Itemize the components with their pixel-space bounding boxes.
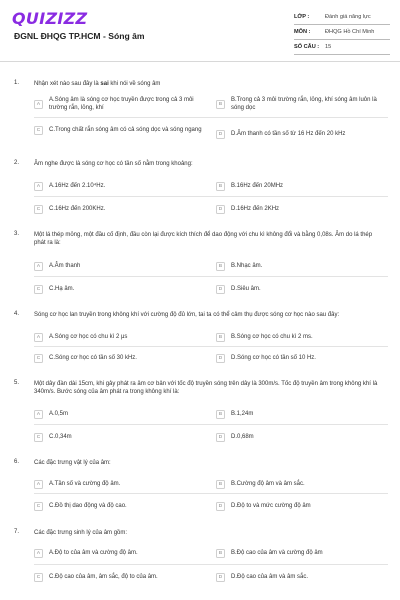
option-5a[interactable] [34,410,206,419]
option-text: D.Độ cao của âm và âm sắc. [231,573,309,580]
option-text: A.Tần số và cường độ âm. [49,480,121,487]
option-letter: B [216,333,225,342]
quizizz-logo: QUIZIZZ [12,9,88,28]
option-letter: D [216,285,225,294]
option-text: C.Đồ thị dao động và độ cao. [49,502,127,509]
option-text: B.16Hz đến 20MHz [231,182,284,189]
option-text: A.Độ to của âm và cường độ âm. [49,549,138,556]
question-number: 7. [14,529,20,535]
meta-value: ĐHQG Hồ Chí Minh [325,29,375,35]
option-letter: C [34,433,43,442]
option-letter: A [34,410,43,419]
option-text: D.16Hz đến 2KHz [231,205,280,212]
option-4d[interactable] [216,354,384,363]
option-letter: A [34,480,43,489]
option-1a[interactable] [34,97,206,112]
option-divider [34,117,388,118]
option-text: B.Nhạc âm. [231,262,263,269]
option-letter: D [216,354,225,363]
option-1c[interactable] [34,126,206,135]
option-7b[interactable] [216,549,384,558]
option-3a[interactable] [34,262,206,271]
option-text: D.Siêu âm. [231,285,261,292]
option-text: C.16Hz đến 200KHz. [49,205,106,212]
question-number: 2. [14,160,20,166]
meta-row-subject [294,25,390,40]
question-number: 4. [14,311,20,317]
option-letter: A [34,100,43,109]
option-letter: C [34,126,43,135]
meta-value: Đánh giá năng lực [325,14,371,20]
option-6c[interactable] [34,502,206,511]
page-title: ĐGNL ĐHQG TP.HCM - Sóng âm [14,31,145,41]
option-5c[interactable] [34,433,206,442]
meta-row-class [294,10,390,25]
option-text: C.Hạ âm. [49,285,75,292]
option-4c[interactable] [34,354,206,363]
option-3b[interactable] [216,262,384,271]
option-letter: D [216,205,225,214]
header-divider [0,61,400,62]
option-text: C.0,34m [49,433,72,440]
meta-row-count [294,40,390,55]
option-text: A.Âm thanh [49,262,81,269]
option-letter: B [216,480,225,489]
meta-value: 15 [325,44,332,50]
question-number: 1. [14,80,20,86]
option-4b[interactable] [216,333,384,342]
option-letter: D [216,573,225,582]
question-number: 5. [14,380,20,386]
option-divider [34,564,388,565]
option-divider [34,493,388,494]
option-text: D.Sóng cơ học có tần số 10 Hz. [231,354,316,361]
option-3c[interactable] [34,285,206,294]
option-letter: B [216,100,225,109]
option-letter: B [216,549,225,558]
option-4a[interactable] [34,333,206,342]
option-divider [34,276,388,277]
option-7a[interactable] [34,549,206,558]
option-text: B.1,24m [231,410,254,417]
option-letter: A [34,549,43,558]
question-text: Các đặc trưng vật lý của âm: [34,460,111,466]
option-text: C.Trong chất rắn sóng âm có cả sóng dọc và sóng ngang [49,126,202,133]
option-text: A.0,5m [49,410,69,417]
option-letter: D [216,502,225,511]
option-6d[interactable] [216,502,384,511]
option-5d[interactable] [216,433,384,442]
option-2a[interactable] [34,182,206,191]
option-2d[interactable] [216,205,384,214]
question-text: Nhận xét nào sau đây là sai khi nói về sóng âm [34,81,161,87]
option-letter: A [34,333,43,342]
option-letter: B [216,182,225,191]
option-divider [34,196,388,197]
option-text: D.Âm thanh có tần số từ 16 Hz đến 20 kHz [231,130,346,137]
question-number: 3. [14,231,20,237]
option-text: B.Cường độ âm và âm sắc. [231,480,305,487]
option-text: A.Sóng cơ học có chu kì 2 μs [49,333,128,340]
option-letter: C [34,205,43,214]
option-1d[interactable] [216,130,384,139]
option-letter: B [216,410,225,419]
option-5b[interactable] [216,410,384,419]
option-letter: B [216,262,225,271]
option-letter: C [34,285,43,294]
option-2b[interactable] [216,182,384,191]
meta-label: MÔN : [294,29,311,35]
option-text: B.Trong cả 3 môi trường rắn, lỏng, khí sóng âm luôn là sóng dọc [231,97,377,111]
option-2c[interactable] [34,205,206,214]
emphasis-word: sai [100,81,109,87]
option-text: A.Sóng âm là sóng cơ học truyền được trong cả 3 môi trường rắn, lỏng, khí [49,97,194,111]
option-7c[interactable] [34,573,206,582]
option-letter: C [34,573,43,582]
option-text: D.Độ to và mức cường độ âm [231,502,311,509]
option-letter: C [34,502,43,511]
question-number: 6. [14,459,20,465]
option-1b[interactable] [216,97,384,112]
question-text: Sóng cơ học lan truyền trong không khí với cường độ đủ lớn, tai ta có thể cảm thụ được sóng cơ học nào sau đây: [34,312,340,318]
option-text: B.Độ cao của âm và cường độ âm [231,549,323,556]
option-text: A.16Hz đến 2.10⁴Hz. [49,182,106,189]
meta-label: LỚP : [294,14,310,20]
option-letter: D [216,130,225,139]
option-text: D.0,68m [231,433,254,440]
option-6a[interactable] [34,480,206,489]
option-6b[interactable] [216,480,384,489]
question-text: Âm nghe được là sóng cơ học có tần số nằm trong khoảng: [34,161,193,167]
option-letter: A [34,262,43,271]
option-text: C.Độ cao của âm, âm sắc, độ to của âm. [49,573,158,580]
question-text: Các đặc trưng sinh lý của âm gồm: [34,530,128,536]
option-divider [34,424,388,425]
option-text: B.Sóng cơ học có chu kì 2 ms. [231,333,313,340]
option-letter: A [34,182,43,191]
option-letter: C [34,354,43,363]
option-7d[interactable] [216,573,384,582]
meta-box [294,10,390,55]
option-divider [34,346,388,347]
option-text: C.Sóng cơ học có tần số 30 kHz. [49,354,137,361]
question-text: Một lá thép mỏng, một đầu cố định, đầu còn lại được kích thích để dao động với chu kì không đổi và bằng 0,08s. Âm do lá thép phát ra là: [34,232,373,246]
question-text: Một dây đàn dài 15cm, khi gảy phát ra âm cơ bản với tốc độ truyền sóng trên dây là 300m/s. Tốc độ truyền âm trong không khí là 340m/s. Bước sóng của âm phát ra trong không khí là: [34,381,378,395]
option-3d[interactable] [216,285,384,294]
meta-label: SỐ CÂU : [294,44,320,50]
option-letter: D [216,433,225,442]
